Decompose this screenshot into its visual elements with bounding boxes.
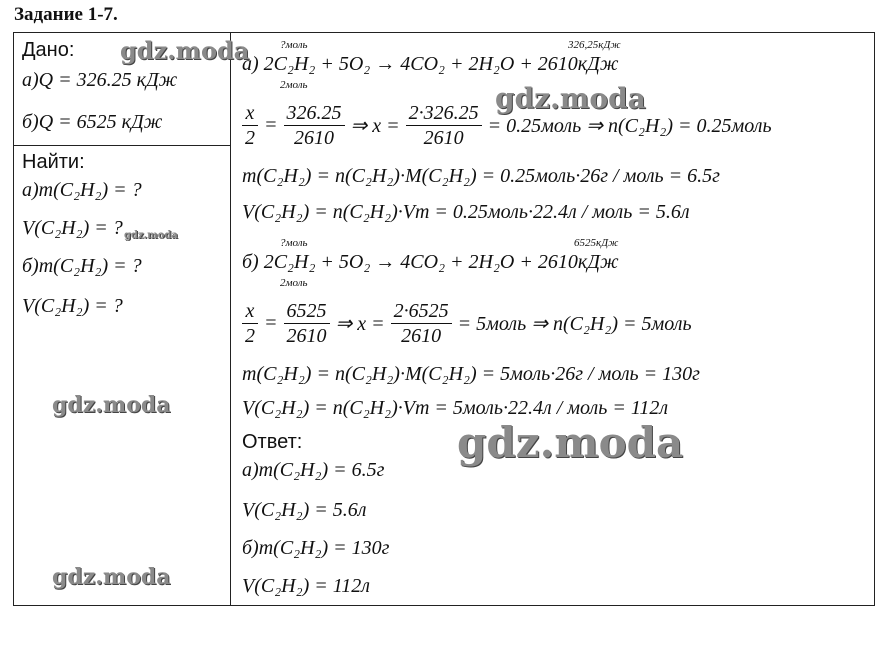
- mass-b: m(C₂H₂) = n(C₂H₂)·M(C₂H₂) = 5моль·26г / моль = 130г: [242, 363, 700, 385]
- find-a-volume: V(C₂H₂) = ?: [22, 217, 123, 239]
- given-b: б)Q = 6525 кДж: [22, 111, 163, 133]
- volume-b: V(C₂H₂) = n(C₂H₂)·Vm = 5моль·22.4л / моль = 112л: [242, 397, 669, 419]
- column-divider: [230, 33, 231, 605]
- answer-b-volume: V(C₂H₂) = 112л: [242, 575, 370, 597]
- answer-header: Ответ:: [242, 431, 303, 453]
- volume-a: V(C₂H₂) = n(C₂H₂)·Vm = 0.25моль·22.4л / моль = 5.6л: [242, 201, 690, 223]
- watermark: gdz.moda: [124, 230, 178, 241]
- watermark: gdz.moda: [52, 564, 171, 590]
- equation-b: б) 2C₂H₂ + 5O₂ → 4CO₂ + 2H₂O + 2610кДж: [242, 251, 619, 273]
- mass-a: m(C₂H₂) = n(C₂H₂)·M(C₂H₂) = 0.25моль·26г / моль = 6.5г: [242, 165, 720, 187]
- given-a: а)Q = 326.25 кДж: [22, 69, 178, 91]
- proportion-a: $\frac{x}{2}$ = $\frac{326.25}{2610}$ ⇒ x = $\frac{2\cdot 326.25}{2610}$ = 0.25моль ⇒ n(C₂H₂) = 0.25моль: [242, 101, 772, 150]
- solution-table: [13, 32, 875, 606]
- fraction-x-over-2: $\frac{x}{2}$: [242, 101, 258, 150]
- answer-b-mass: б)m(C₂H₂) = 130г: [242, 537, 390, 559]
- fraction-energy-ratio: $\frac{326.25}{2610}$: [284, 101, 345, 150]
- row-divider: [14, 145, 230, 146]
- task-title: Задание 1-7.: [14, 4, 118, 25]
- eq-b-top-left: ?моль: [280, 237, 308, 249]
- given-header: Дано:: [22, 39, 75, 61]
- fraction-solve-x: $\frac{2\cdot 6525}{2610}$: [391, 299, 452, 348]
- watermark: gdz.moda: [52, 392, 171, 418]
- fraction-solve-x: $\frac{2\cdot 326.25}{2610}$: [406, 101, 482, 150]
- find-a-mass: а)m(C₂H₂) = ?: [22, 179, 142, 201]
- eq-a-top-right: 326,25кДж: [568, 39, 621, 51]
- watermark: gdz.moda: [457, 418, 684, 467]
- eq-b-top-right: 6525кДж: [574, 237, 619, 249]
- answer-a-mass: а)m(C₂H₂) = 6.5г: [242, 459, 385, 481]
- eq-b-below: 2моль: [280, 277, 308, 289]
- watermark: gdz.moda: [495, 82, 646, 115]
- fraction-x-over-2: $\frac{x}{2}$: [242, 299, 258, 348]
- find-b-mass: б)m(C₂H₂) = ?: [22, 255, 142, 277]
- proportion-b: $\frac{x}{2}$ = $\frac{6525}{2610}$ ⇒ x = $\frac{2\cdot 6525}{2610}$ = 5моль ⇒ n(C₂H₂) = 5моль: [242, 299, 692, 348]
- eq-a-top-left: ?моль: [280, 39, 308, 51]
- find-b-volume: V(C₂H₂) = ?: [22, 295, 123, 317]
- find-header: Найти:: [22, 151, 85, 173]
- eq-a-below: 2моль: [280, 79, 308, 91]
- equation-a: а) 2C₂H₂ + 5O₂ → 4CO₂ + 2H₂O + 2610кДж: [242, 53, 619, 75]
- fraction-energy-ratio: $\frac{6525}{2610}$: [284, 299, 330, 348]
- answer-a-volume: V(C₂H₂) = 5.6л: [242, 499, 367, 521]
- watermark: gdz.moda: [120, 36, 250, 65]
